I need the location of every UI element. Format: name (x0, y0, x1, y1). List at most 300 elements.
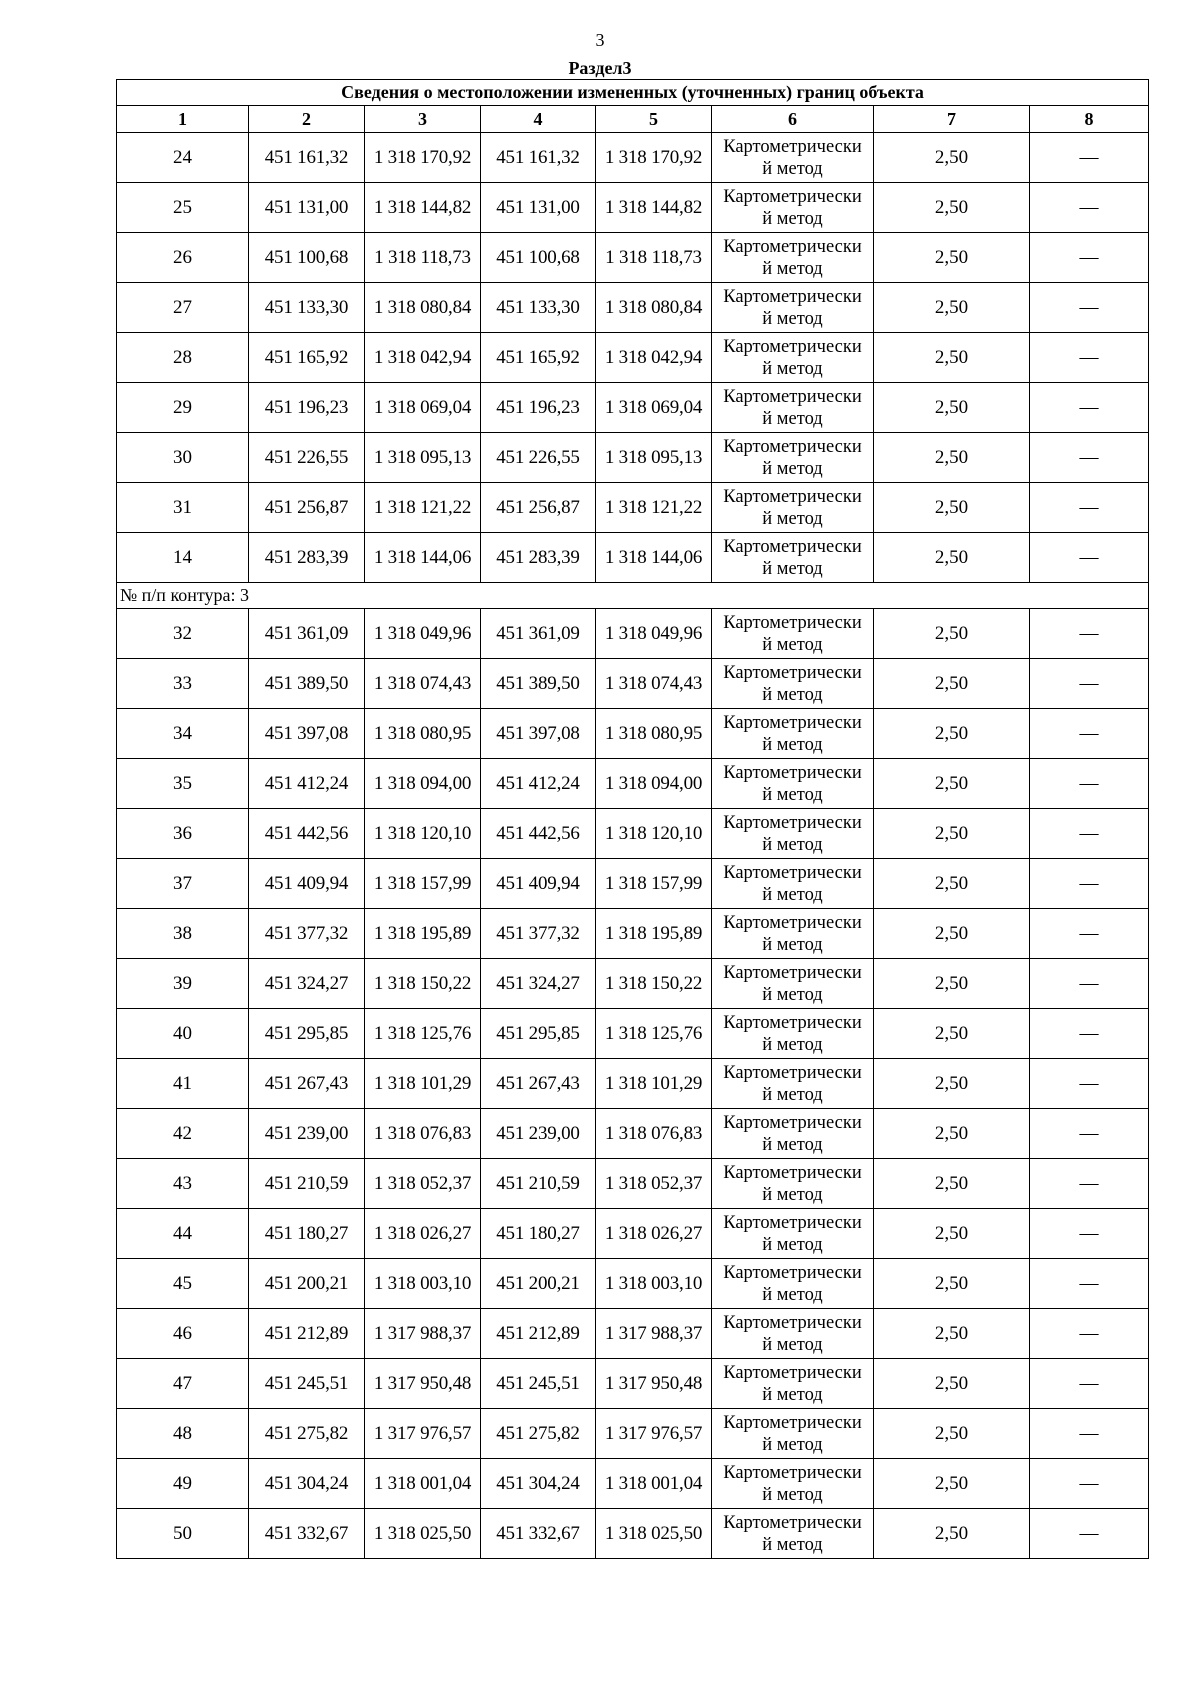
y-new-cell: 1 318 094,00 (596, 759, 712, 809)
method-line-2: й метод (762, 1134, 823, 1155)
method-line-1: Картометрически (723, 862, 862, 883)
x-new-cell: 451 332,67 (481, 1509, 596, 1559)
method-cell (712, 383, 874, 433)
y-existing-cell: 1 318 042,94 (365, 333, 481, 383)
table-body (117, 80, 1149, 1559)
description-cell: — (1030, 859, 1149, 909)
method-cell (712, 959, 874, 1009)
point-number-cell: 28 (117, 333, 249, 383)
method-line-1: Картометрически (723, 1162, 862, 1183)
description-cell: — (1030, 1109, 1149, 1159)
x-existing-cell: 451 180,27 (249, 1209, 365, 1259)
x-existing-cell: 451 389,50 (249, 659, 365, 709)
method-line-1: Картометрически (723, 1112, 862, 1133)
x-existing-cell: 451 239,00 (249, 1109, 365, 1159)
point-number-cell: 29 (117, 383, 249, 433)
accuracy-cell: 2,50 (874, 533, 1030, 583)
accuracy-cell: 2,50 (874, 1059, 1030, 1109)
y-existing-cell: 1 318 157,99 (365, 859, 481, 909)
y-new-cell: 1 318 069,04 (596, 383, 712, 433)
table-row (117, 433, 1149, 483)
accuracy-cell: 2,50 (874, 433, 1030, 483)
method-line-1: Картометрически (723, 536, 862, 557)
method-line-2: й метод (762, 1084, 823, 1105)
method-cell (712, 709, 874, 759)
y-existing-cell: 1 318 080,95 (365, 709, 481, 759)
description-cell: — (1030, 1459, 1149, 1509)
method-cell (712, 183, 874, 233)
column-header: 3 (365, 106, 481, 133)
method-line-1: Картометрически (723, 1212, 862, 1233)
point-number-cell: 30 (117, 433, 249, 483)
x-new-cell: 451 239,00 (481, 1109, 596, 1159)
method-line-2: й метод (762, 1284, 823, 1305)
y-existing-cell: 1 318 026,27 (365, 1209, 481, 1259)
point-number-cell: 40 (117, 1009, 249, 1059)
point-number-cell: 49 (117, 1459, 249, 1509)
x-new-cell: 451 267,43 (481, 1059, 596, 1109)
table-row (117, 759, 1149, 809)
x-existing-cell: 451 100,68 (249, 233, 365, 283)
method-cell (712, 1059, 874, 1109)
point-number-cell: 37 (117, 859, 249, 909)
x-existing-cell: 451 283,39 (249, 533, 365, 583)
x-new-cell: 451 131,00 (481, 183, 596, 233)
y-existing-cell: 1 318 003,10 (365, 1259, 481, 1309)
description-cell: — (1030, 1259, 1149, 1309)
column-header: 4 (481, 106, 596, 133)
x-new-cell: 451 304,24 (481, 1459, 596, 1509)
accuracy-cell: 2,50 (874, 1309, 1030, 1359)
x-new-cell: 451 275,82 (481, 1409, 596, 1459)
x-new-cell: 451 442,56 (481, 809, 596, 859)
method-cell (712, 1109, 874, 1159)
y-new-cell: 1 318 144,82 (596, 183, 712, 233)
x-new-cell: 451 412,24 (481, 759, 596, 809)
description-cell: — (1030, 1359, 1149, 1409)
method-cell (712, 1509, 874, 1559)
y-new-cell: 1 318 025,50 (596, 1509, 712, 1559)
accuracy-cell: 2,50 (874, 1009, 1030, 1059)
y-new-cell: 1 318 095,13 (596, 433, 712, 483)
x-existing-cell: 451 442,56 (249, 809, 365, 859)
description-cell: — (1030, 1059, 1149, 1109)
y-existing-cell: 1 318 025,50 (365, 1509, 481, 1559)
method-cell (712, 1359, 874, 1409)
method-line-2: й метод (762, 784, 823, 805)
x-new-cell: 451 226,55 (481, 433, 596, 483)
x-new-cell: 451 180,27 (481, 1209, 596, 1259)
accuracy-cell: 2,50 (874, 183, 1030, 233)
y-existing-cell: 1 318 121,22 (365, 483, 481, 533)
x-new-cell: 451 196,23 (481, 383, 596, 433)
method-line-1: Картометрически (723, 486, 862, 507)
accuracy-cell: 2,50 (874, 333, 1030, 383)
method-line-2: й метод (762, 458, 823, 479)
x-existing-cell: 451 409,94 (249, 859, 365, 909)
method-line-1: Картометрически (723, 186, 862, 207)
method-line-2: й метод (762, 408, 823, 429)
x-new-cell: 451 361,09 (481, 609, 596, 659)
point-number-cell: 38 (117, 909, 249, 959)
table-row (117, 1259, 1149, 1309)
table-row (117, 809, 1149, 859)
y-new-cell: 1 318 080,95 (596, 709, 712, 759)
x-new-cell: 451 212,89 (481, 1309, 596, 1359)
y-new-cell: 1 318 170,92 (596, 133, 712, 183)
method-line-2: й метод (762, 1034, 823, 1055)
method-line-2: й метод (762, 684, 823, 705)
x-new-cell: 451 133,30 (481, 283, 596, 333)
point-number-cell: 35 (117, 759, 249, 809)
y-new-cell: 1 318 042,94 (596, 333, 712, 383)
x-existing-cell: 451 200,21 (249, 1259, 365, 1309)
y-existing-cell: 1 318 125,76 (365, 1009, 481, 1059)
table-row (117, 483, 1149, 533)
method-line-2: й метод (762, 1434, 823, 1455)
accuracy-cell: 2,50 (874, 483, 1030, 533)
page-number: 3 (595, 30, 605, 50)
table-row (117, 1409, 1149, 1459)
method-line-1: Картометрически (723, 812, 862, 833)
point-number-cell: 42 (117, 1109, 249, 1159)
description-cell: — (1030, 233, 1149, 283)
y-existing-cell: 1 317 988,37 (365, 1309, 481, 1359)
accuracy-cell: 2,50 (874, 1409, 1030, 1459)
point-number-cell: 25 (117, 183, 249, 233)
table-row (117, 133, 1149, 183)
y-new-cell: 1 318 101,29 (596, 1059, 712, 1109)
method-cell (712, 809, 874, 859)
method-cell (712, 909, 874, 959)
accuracy-cell: 2,50 (874, 1509, 1030, 1559)
y-existing-cell: 1 318 144,82 (365, 183, 481, 233)
x-new-cell: 451 295,85 (481, 1009, 596, 1059)
y-existing-cell: 1 318 144,06 (365, 533, 481, 583)
method-line-1: Картометрически (723, 286, 862, 307)
y-new-cell: 1 317 976,57 (596, 1409, 712, 1459)
method-cell (712, 859, 874, 909)
y-new-cell: 1 318 150,22 (596, 959, 712, 1009)
x-existing-cell: 451 332,67 (249, 1509, 365, 1559)
description-cell: — (1030, 333, 1149, 383)
table-row (117, 383, 1149, 433)
point-number-cell: 45 (117, 1259, 249, 1309)
y-existing-cell: 1 318 118,73 (365, 233, 481, 283)
x-existing-cell: 451 210,59 (249, 1159, 365, 1209)
description-cell: — (1030, 533, 1149, 583)
y-existing-cell: 1 318 150,22 (365, 959, 481, 1009)
method-cell (712, 233, 874, 283)
x-existing-cell: 451 165,92 (249, 333, 365, 383)
x-new-cell: 451 377,32 (481, 909, 596, 959)
x-new-cell: 451 256,87 (481, 483, 596, 533)
method-cell (712, 1159, 874, 1209)
y-new-cell: 1 318 049,96 (596, 609, 712, 659)
method-line-1: Картометрически (723, 386, 862, 407)
y-new-cell: 1 318 076,83 (596, 1109, 712, 1159)
method-line-2: й метод (762, 208, 823, 229)
column-header: 1 (117, 106, 249, 133)
y-existing-cell: 1 318 095,13 (365, 433, 481, 483)
method-line-1: Картометрически (723, 662, 862, 683)
y-existing-cell: 1 318 001,04 (365, 1459, 481, 1509)
column-header: 8 (1030, 106, 1149, 133)
x-existing-cell: 451 245,51 (249, 1359, 365, 1409)
method-cell (712, 283, 874, 333)
method-line-2: й метод (762, 884, 823, 905)
description-cell: — (1030, 1409, 1149, 1459)
x-new-cell: 451 283,39 (481, 533, 596, 583)
boundary-coordinates-table (116, 79, 1149, 1559)
method-line-2: й метод (762, 934, 823, 955)
column-header: 6 (712, 106, 874, 133)
x-new-cell: 451 397,08 (481, 709, 596, 759)
x-new-cell: 451 161,32 (481, 133, 596, 183)
method-cell (712, 759, 874, 809)
method-line-2: й метод (762, 984, 823, 1005)
x-existing-cell: 451 397,08 (249, 709, 365, 759)
point-number-cell: 39 (117, 959, 249, 1009)
method-cell (712, 533, 874, 583)
point-number-cell: 34 (117, 709, 249, 759)
method-line-2: й метод (762, 158, 823, 179)
method-line-1: Картометрически (723, 1262, 862, 1283)
method-line-2: й метод (762, 1534, 823, 1555)
description-cell: — (1030, 1009, 1149, 1059)
accuracy-cell: 2,50 (874, 709, 1030, 759)
y-existing-cell: 1 318 170,92 (365, 133, 481, 183)
y-existing-cell: 1 318 080,84 (365, 283, 481, 333)
method-line-1: Картометрически (723, 1312, 862, 1333)
table-caption-row (117, 80, 1149, 106)
method-line-2: й метод (762, 1234, 823, 1255)
method-cell (712, 1009, 874, 1059)
table-row (117, 859, 1149, 909)
description-cell: — (1030, 959, 1149, 1009)
method-line-2: й метод (762, 308, 823, 329)
table-row (117, 1009, 1149, 1059)
method-line-1: Картометрически (723, 962, 862, 983)
table-row (117, 1059, 1149, 1109)
description-cell: — (1030, 133, 1149, 183)
description-cell: — (1030, 659, 1149, 709)
table-row (117, 1309, 1149, 1359)
point-number-cell: 32 (117, 609, 249, 659)
x-existing-cell: 451 196,23 (249, 383, 365, 433)
method-line-1: Картометрически (723, 612, 862, 633)
description-cell: — (1030, 759, 1149, 809)
method-line-1: Картометрически (723, 712, 862, 733)
y-new-cell: 1 317 950,48 (596, 1359, 712, 1409)
column-header: 2 (249, 106, 365, 133)
point-number-cell: 50 (117, 1509, 249, 1559)
y-new-cell: 1 318 003,10 (596, 1259, 712, 1309)
y-existing-cell: 1 318 074,43 (365, 659, 481, 709)
accuracy-cell: 2,50 (874, 1259, 1030, 1309)
description-cell: — (1030, 383, 1149, 433)
y-existing-cell: 1 318 195,89 (365, 909, 481, 959)
point-number-cell: 33 (117, 659, 249, 709)
point-number-cell: 36 (117, 809, 249, 859)
x-existing-cell: 451 267,43 (249, 1059, 365, 1109)
table-row (117, 909, 1149, 959)
table-row (117, 533, 1149, 583)
table-row (117, 1459, 1149, 1509)
accuracy-cell: 2,50 (874, 1109, 1030, 1159)
point-number-cell: 14 (117, 533, 249, 583)
method-cell (712, 483, 874, 533)
table-header-row (117, 106, 1149, 133)
x-new-cell: 451 165,92 (481, 333, 596, 383)
x-new-cell: 451 245,51 (481, 1359, 596, 1409)
y-new-cell: 1 318 144,06 (596, 533, 712, 583)
y-new-cell: 1 317 988,37 (596, 1309, 712, 1359)
x-new-cell: 451 324,27 (481, 959, 596, 1009)
method-line-2: й метод (762, 358, 823, 379)
method-line-2: й метод (762, 634, 823, 655)
table-row (117, 333, 1149, 383)
method-cell (712, 609, 874, 659)
y-existing-cell: 1 318 049,96 (365, 609, 481, 659)
y-new-cell: 1 318 118,73 (596, 233, 712, 283)
method-line-1: Картометрически (723, 762, 862, 783)
contour-label: № п/п контура: 3 (117, 583, 1149, 609)
method-line-2: й метод (762, 508, 823, 529)
accuracy-cell: 2,50 (874, 809, 1030, 859)
method-line-1: Картометрически (723, 1412, 862, 1433)
method-cell (712, 433, 874, 483)
table-row (117, 1159, 1149, 1209)
accuracy-cell: 2,50 (874, 909, 1030, 959)
contour-row (117, 583, 1149, 609)
table-row (117, 1109, 1149, 1159)
y-new-cell: 1 318 074,43 (596, 659, 712, 709)
method-cell (712, 333, 874, 383)
method-line-1: Картометрически (723, 136, 862, 157)
method-line-2: й метод (762, 258, 823, 279)
description-cell: — (1030, 183, 1149, 233)
y-existing-cell: 1 317 976,57 (365, 1409, 481, 1459)
y-existing-cell: 1 317 950,48 (365, 1359, 481, 1409)
y-new-cell: 1 318 026,27 (596, 1209, 712, 1259)
method-line-2: й метод (762, 1484, 823, 1505)
x-existing-cell: 451 324,27 (249, 959, 365, 1009)
method-line-1: Картометрически (723, 336, 862, 357)
x-existing-cell: 451 256,87 (249, 483, 365, 533)
x-new-cell: 451 210,59 (481, 1159, 596, 1209)
x-existing-cell: 451 161,32 (249, 133, 365, 183)
method-line-1: Картометрически (723, 236, 862, 257)
y-new-cell: 1 318 121,22 (596, 483, 712, 533)
x-existing-cell: 451 304,24 (249, 1459, 365, 1509)
table-row (117, 609, 1149, 659)
x-new-cell: 451 389,50 (481, 659, 596, 709)
x-existing-cell: 451 295,85 (249, 1009, 365, 1059)
point-number-cell: 43 (117, 1159, 249, 1209)
method-line-1: Картометрически (723, 912, 862, 933)
method-cell (712, 659, 874, 709)
x-new-cell: 451 100,68 (481, 233, 596, 283)
method-cell (712, 1309, 874, 1359)
point-number-cell: 47 (117, 1359, 249, 1409)
method-line-2: й метод (762, 1334, 823, 1355)
table-row (117, 1209, 1149, 1259)
y-new-cell: 1 318 001,04 (596, 1459, 712, 1509)
x-existing-cell: 451 212,89 (249, 1309, 365, 1359)
x-existing-cell: 451 133,30 (249, 283, 365, 333)
point-number-cell: 46 (117, 1309, 249, 1359)
method-cell (712, 1259, 874, 1309)
y-existing-cell: 1 318 076,83 (365, 1109, 481, 1159)
accuracy-cell: 2,50 (874, 859, 1030, 909)
accuracy-cell: 2,50 (874, 609, 1030, 659)
column-header: 7 (874, 106, 1030, 133)
description-cell: — (1030, 1209, 1149, 1259)
accuracy-cell: 2,50 (874, 1159, 1030, 1209)
point-number-cell: 48 (117, 1409, 249, 1459)
method-line-1: Картометрически (723, 436, 862, 457)
y-existing-cell: 1 318 052,37 (365, 1159, 481, 1209)
method-cell (712, 1209, 874, 1259)
accuracy-cell: 2,50 (874, 759, 1030, 809)
point-number-cell: 41 (117, 1059, 249, 1109)
accuracy-cell: 2,50 (874, 233, 1030, 283)
method-line-1: Картометрически (723, 1012, 862, 1033)
table-row (117, 709, 1149, 759)
method-line-1: Картометрически (723, 1362, 862, 1383)
method-cell (712, 133, 874, 183)
description-cell: — (1030, 1509, 1149, 1559)
accuracy-cell: 2,50 (874, 283, 1030, 333)
method-line-2: й метод (762, 834, 823, 855)
x-existing-cell: 451 131,00 (249, 183, 365, 233)
table-row (117, 959, 1149, 1009)
point-number-cell: 27 (117, 283, 249, 333)
method-line-2: й метод (762, 1184, 823, 1205)
y-existing-cell: 1 318 101,29 (365, 1059, 481, 1109)
y-new-cell: 1 318 080,84 (596, 283, 712, 333)
x-new-cell: 451 200,21 (481, 1259, 596, 1309)
column-header: 5 (596, 106, 712, 133)
point-number-cell: 24 (117, 133, 249, 183)
x-existing-cell: 451 226,55 (249, 433, 365, 483)
section-title: Раздел3 (568, 58, 632, 78)
table-row (117, 1359, 1149, 1409)
x-existing-cell: 451 361,09 (249, 609, 365, 659)
table-caption: Сведения о местоположении измененных (уточненных) границ объекта (117, 80, 1149, 106)
x-existing-cell: 451 412,24 (249, 759, 365, 809)
table-row (117, 183, 1149, 233)
table-row (117, 283, 1149, 333)
method-line-1: Картометрически (723, 1512, 862, 1533)
x-existing-cell: 451 377,32 (249, 909, 365, 959)
table-row (117, 233, 1149, 283)
accuracy-cell: 2,50 (874, 959, 1030, 1009)
point-number-cell: 31 (117, 483, 249, 533)
method-line-1: Картометрически (723, 1062, 862, 1083)
y-new-cell: 1 318 195,89 (596, 909, 712, 959)
accuracy-cell: 2,50 (874, 1209, 1030, 1259)
method-line-2: й метод (762, 1384, 823, 1405)
point-number-cell: 26 (117, 233, 249, 283)
accuracy-cell: 2,50 (874, 659, 1030, 709)
y-new-cell: 1 318 125,76 (596, 1009, 712, 1059)
description-cell: — (1030, 483, 1149, 533)
y-new-cell: 1 318 052,37 (596, 1159, 712, 1209)
y-new-cell: 1 318 120,10 (596, 809, 712, 859)
description-cell: — (1030, 1309, 1149, 1359)
